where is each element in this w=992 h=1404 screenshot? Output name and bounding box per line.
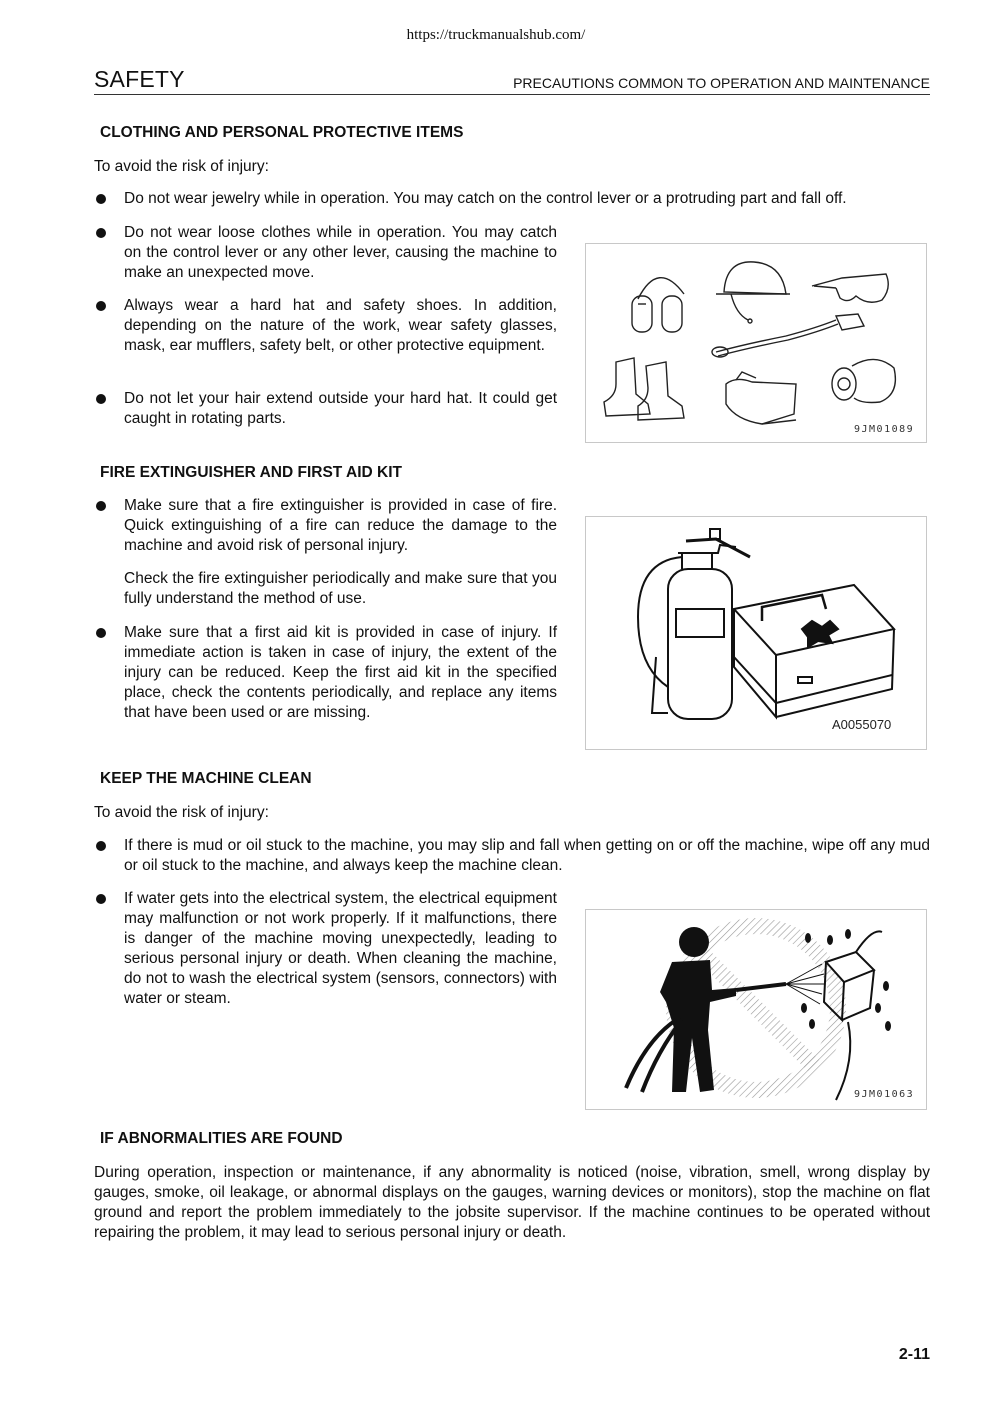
figure-code: A0055070 — [832, 717, 892, 732]
bullet-icon — [96, 394, 106, 404]
no-water-on-electrics-illustration — [586, 910, 926, 1109]
protective-items-illustration — [586, 244, 926, 442]
section-title: SAFETY — [94, 66, 185, 92]
safety-belt-icon — [712, 314, 864, 357]
extinguisher-kit-illustration — [586, 517, 926, 749]
source-url: https://truckmanualshub.com/ — [406, 27, 586, 43]
figure-fire-extinguisher — [585, 516, 927, 750]
page-header-title: PRECAUTIONS COMMON TO OPERATION AND MAINTENANCE — [513, 75, 930, 91]
hose-icon — [626, 1020, 676, 1088]
bullet-icon — [96, 841, 106, 851]
clothing-bullet-1: Do not wear jewelry while in operation. You may catch on the control lever or a protruding part and fall off. — [124, 190, 847, 207]
safety-glasses-icon — [812, 274, 888, 302]
page-number: 2-11 — [898, 1346, 930, 1363]
figure-code: 9JM01063 — [854, 1089, 915, 1100]
clothing-bullet-3: Always wear a hard hat and safety shoes. In addition, depending on the nature of the work, wear safety glasses, mask, ear mufflers, safety belt, or other protective equipment. — [124, 297, 557, 354]
clothing-bullet-4: Do not let your hair extend outside your hard hat. It could get caught in rotating parts. — [124, 390, 557, 427]
figure-protective-items — [585, 243, 927, 443]
respirator-mask-icon — [832, 359, 895, 402]
clean-intro: To avoid the risk of injury: — [94, 804, 269, 821]
heading-clothing: CLOTHING AND PERSONAL PROTECTIVE ITEMS — [100, 124, 464, 141]
heading-clean: KEEP THE MACHINE CLEAN — [100, 770, 312, 787]
fire-bullet-1: Make sure that a fire extinguisher is provided in case of fire. Quick extinguishing of a fire can reduce the damage to the machine and avoid risk of personal injury. — [124, 497, 557, 554]
first-aid-kit-icon — [734, 585, 894, 717]
abnormal-body: During operation, inspection or maintenance, if any abnormality is noticed (noise, vibration, smell, wrong display by gauges, smoke, oil leakage, or abnormal displays on the gauges, warning devices or monitors), stop the machine on flat ground and report the problem immediately to the jobsite supervisor. If the machine continues to be operated without repairing the problem, it may lead to serious personal injury or death. — [94, 1164, 930, 1241]
fire-bullet-2: Make sure that a first aid kit is provided in case of injury. If immediate action is taken in case of injury, the extent of the injury can be reduced. Keep the first aid kit in the specified place, check the contents periodically, and replace any items that have been used or are missing. — [124, 624, 557, 721]
bullet-icon — [96, 301, 106, 311]
clothing-intro: To avoid the risk of injury: — [94, 158, 269, 175]
gloves-icon — [726, 372, 796, 424]
header-rule — [94, 94, 930, 95]
bullet-icon — [96, 501, 106, 511]
figure-code: 9JM01089 — [854, 424, 915, 435]
safety-boots-icon — [604, 358, 684, 420]
figure-no-washing — [585, 909, 927, 1110]
bullet-icon — [96, 228, 106, 238]
hard-hat-icon — [716, 262, 790, 323]
fire-note: Check the fire extinguisher periodically and make sure that you fully understand the method of use. — [124, 570, 557, 607]
clothing-bullet-2: Do not wear loose clothes while in operation. You may catch on the control lever or any other lever, causing the machine to make an unexpected move. — [124, 224, 557, 281]
heading-fire: FIRE EXTINGUISHER AND FIRST AID KIT — [100, 464, 402, 481]
bullet-icon — [96, 628, 106, 638]
clean-bullet-1: If there is mud or oil stuck to the machine, you may slip and fall when getting on or off the machine, wipe off any mud or oil stuck to the machine, and always keep the machine clean. — [124, 837, 930, 874]
bullet-icon — [96, 894, 106, 904]
bullet-icon — [96, 194, 106, 204]
ear-muffs-icon — [632, 278, 684, 332]
clean-bullet-2: If water gets into the electrical system, the electrical equipment may malfunction or not work properly. If it malfunctions, there is danger of the machine moving unexpectedly, leading to serious personal injury or death. When cleaning the machine, do not to wash the electrical system (sensors, connectors) with water or steam. — [124, 890, 557, 1007]
water-spray-icon — [786, 964, 824, 1004]
heading-abnormal: IF ABNORMALITIES ARE FOUND — [100, 1130, 343, 1147]
